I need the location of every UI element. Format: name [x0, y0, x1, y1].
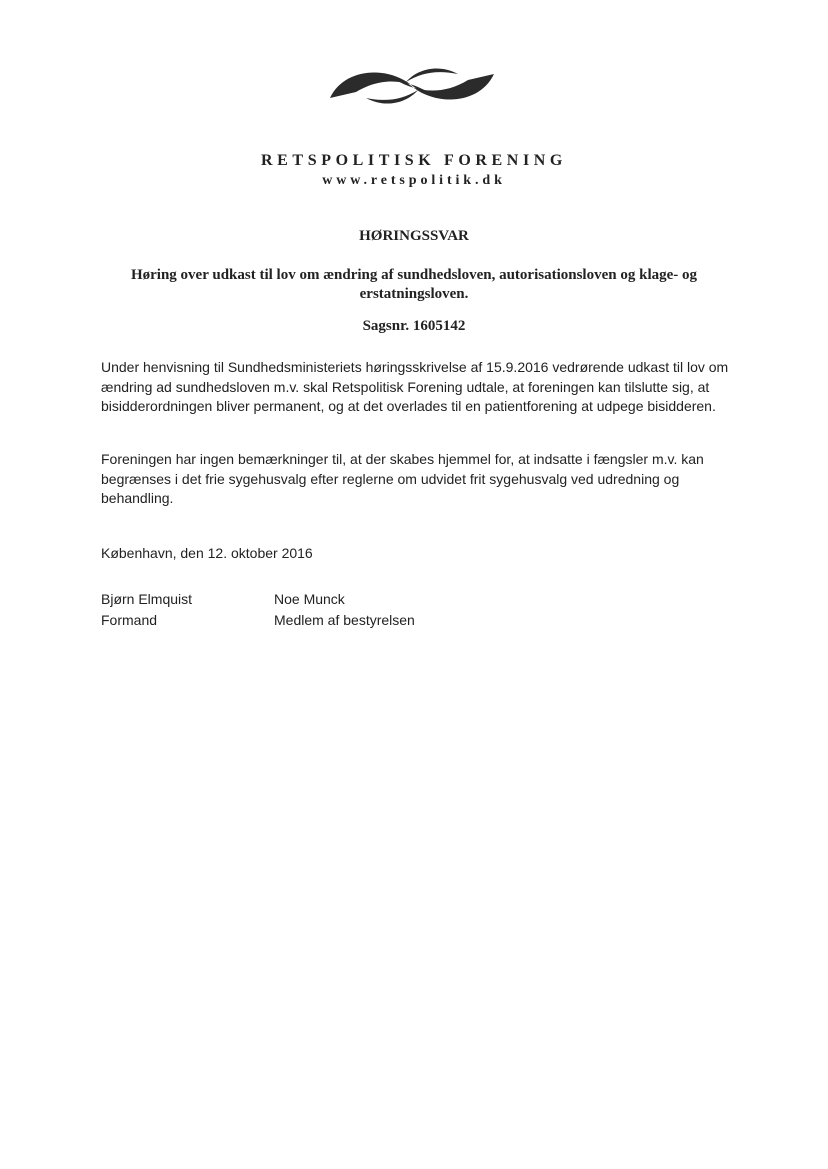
organization-name: RETSPOLITISK FORENING: [261, 152, 567, 169]
document-subject: Høring over udkast til lov om ændring af sundhedsloven, autorisationsloven og klage- og erstatningsloven.: [130, 267, 698, 302]
signatory-name: Bjørn Elmquist: [101, 591, 193, 607]
case-number: Sagsnr. 1605142: [362, 318, 466, 334]
body-paragraph-2: Foreningen har ingen bemærkninger til, at der skabes hjemmel for, at indsatte i fængsler m.v. kan begrænses i det frie sygehusvalg efter reglerne om udvidet frit sygehusvalg ved udredning og behandling.: [101, 451, 704, 506]
place-and-date: København, den 12. oktober 2016: [101, 545, 313, 561]
signatory-role: Formand: [101, 612, 158, 628]
infinity-logo-icon: [326, 58, 498, 114]
organization-website: www.retspolitik.dk: [322, 173, 506, 188]
body-paragraph-1: Under henvisning til Sundhedsministeriets høringsskrivelse af 15.9.2016 vedrørende udkast til lov om ændring ad sundhedsloven m.v. skal Retspolitisk Forening udtale, at foreningen kan tilslutte sig, at bisidderordningen bliver permanent, og at det overlades til en patientforening at udpege bisidderen.: [101, 359, 729, 414]
document-title: HØRINGSSVAR: [359, 228, 469, 244]
signatory-name: Noe Munck: [274, 591, 345, 607]
signatory-chairman: [101, 589, 192, 631]
signatory-role: Medlem af bestyrelsen: [274, 612, 415, 628]
signatory-board-member: [274, 589, 415, 631]
